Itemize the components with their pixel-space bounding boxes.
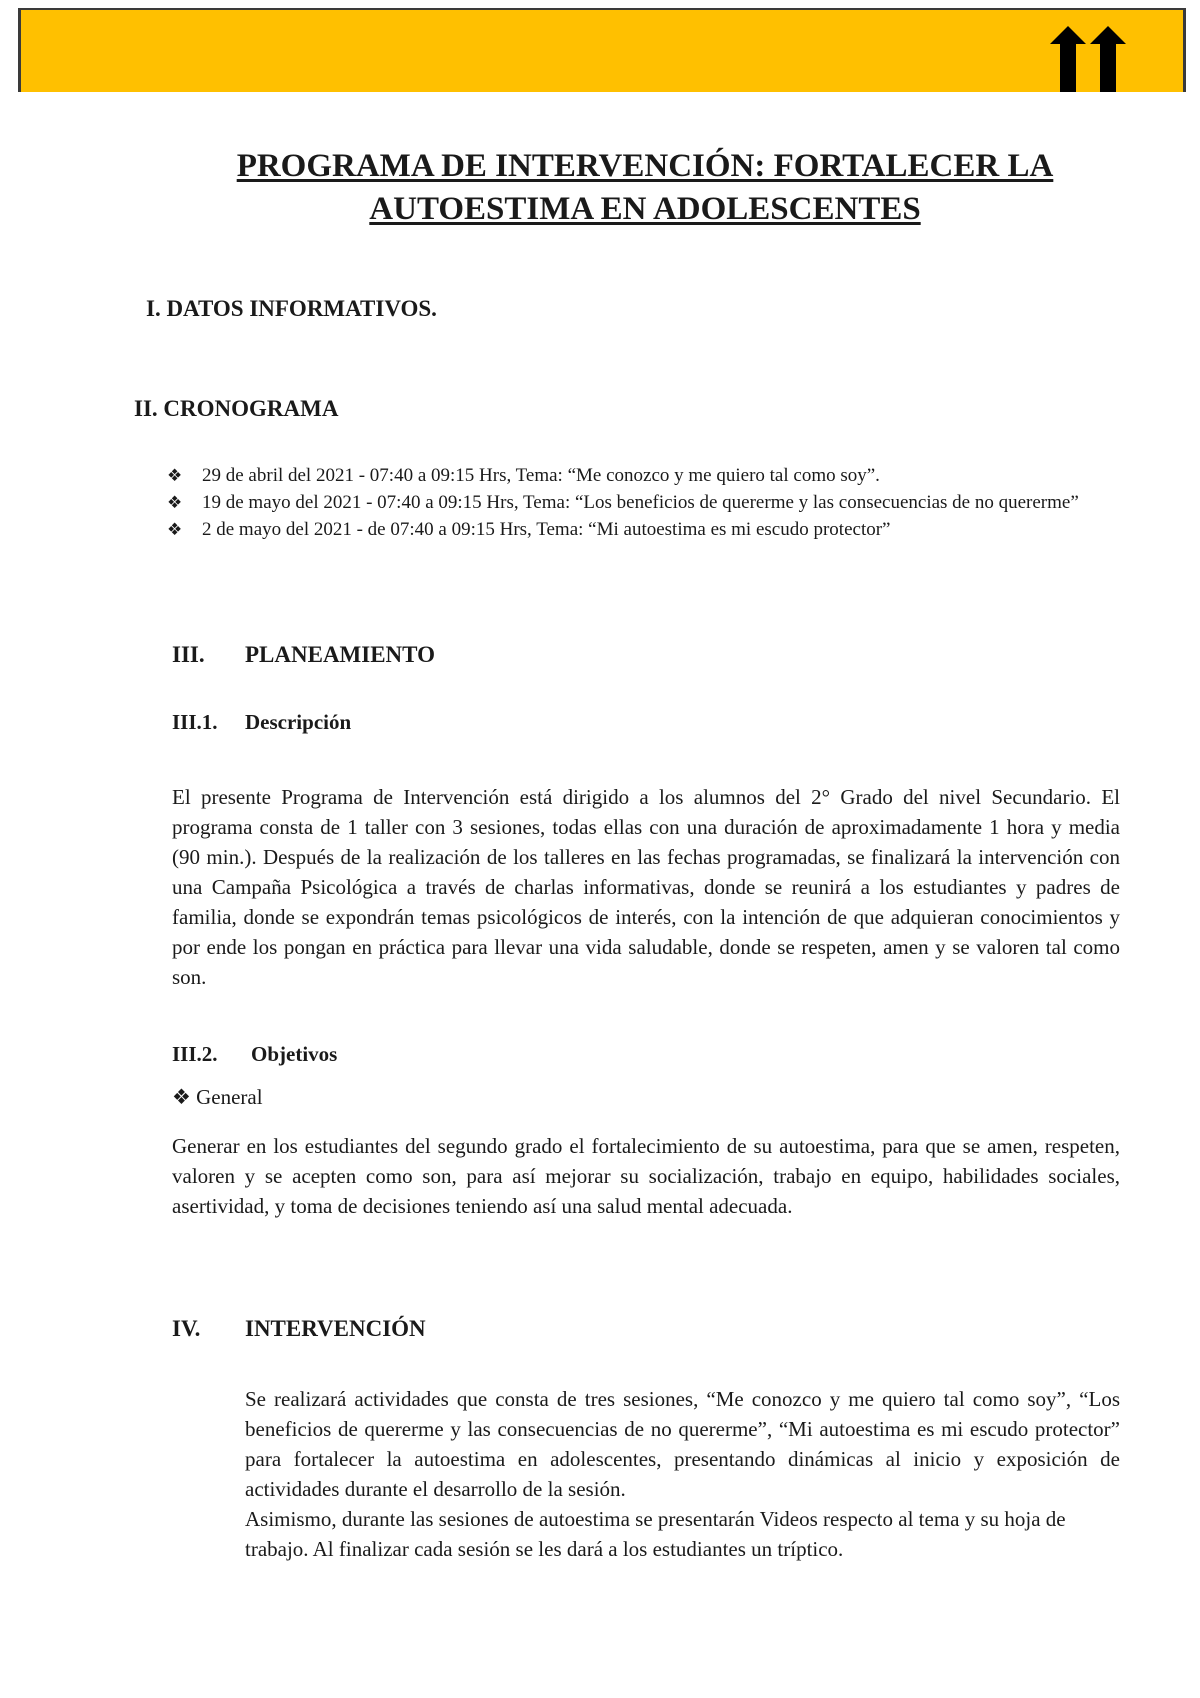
subsection-number: III.2. <box>172 1042 218 1066</box>
header-band <box>18 8 1186 92</box>
intervencion-paragraph-2: Asimismo, durante las sesiones de autoestima se presentarán Videos respecto al tema y su hoja de trabajo. Al finalizar cada sesión se les dará a los estudiantes un tríptico. <box>245 1507 1066 1561</box>
list-item: ❖ 19 de mayo del 2021 - 07:40 a 09:15 Hrs, Tema: “Los beneficios de quererme y las consecuencias de no quererme” <box>167 489 1117 516</box>
arrow-up-logo-icon <box>1050 22 1130 92</box>
list-item: ❖ 2 de mayo del 2021 - de 07:40 a 09:15 Hrs, Tema: “Mi autoestima es mi escudo protector” <box>167 516 1117 543</box>
objetivo-general-paragraph: Generar en los estudiantes del segundo grado el fortalecimiento de su autoestima, para que se amen, respeten, valoren y se acepten como son, para así mejorar su socialización, trabajo en equipo, habilidades sociales, asertividad, y toma de decisiones teniendo así una salud mental adecuada. <box>172 1134 1120 1218</box>
subsection-objetivos <box>172 1042 337 1067</box>
diamond-bullet-icon: ❖ <box>167 493 183 512</box>
subsection-descripcion <box>172 710 351 735</box>
intervencion-paragraph-1: Se realizará actividades que consta de tres sesiones, “Me conozco y me quiero tal como soy”, “Los beneficios de quererme y las consecuencias de no quererme”, “Mi autoestima es mi escudo protector” para fortalecer la autoestima en adolescentes, presentando dinámicas al inicio y exposición de actividades durante el desarrollo de la sesión. <box>245 1387 1120 1501</box>
cronograma-list <box>167 462 1117 543</box>
section-cronograma: II. CRONOGRAMA <box>134 396 339 421</box>
section-planeamiento <box>172 642 435 668</box>
objetivo-general-label: ❖ General <box>172 1085 263 1109</box>
descripcion-paragraph: El presente Programa de Intervención está dirigido a los alumnos del 2° Grado del nivel Secundario. El programa consta de 1 taller con 3 sesiones, todas ellas con una duración de aproximadamente 1 hora y media (90 min.). Después de la realización de los talleres en las fechas programadas, se finalizará la intervención con una Campaña Psicológica a través de charlas informativas, donde se reunirá a los estudiantes y padres de familia, donde se expondrán temas psicológicos de interés, con la intención de que adquieran conocimientos y por ende los pongan en práctica para llevar una vida saludable, donde se respeten, amen y se valoren tal como son. <box>172 785 1120 989</box>
subsection-number: III.1. <box>172 710 218 734</box>
section-label: PLANEAMIENTO <box>245 642 435 667</box>
document-title: PROGRAMA DE INTERVENCIÓN: FORTALECER LA AUTOESTIMA EN ADOLESCENTES <box>236 148 1054 227</box>
subsection-label: Objetivos <box>251 1042 338 1066</box>
diamond-bullet-icon: ❖ <box>167 520 183 539</box>
list-item: ❖ 29 de abril del 2021 - 07:40 a 09:15 Hrs, Tema: “Me conozco y me quiero tal como soy”. <box>167 462 1117 489</box>
section-intervencion <box>172 1316 426 1342</box>
section-datos-informativos: I. DATOS INFORMATIVOS. <box>146 296 437 321</box>
diamond-bullet-icon: ❖ <box>167 466 183 485</box>
section-number: III. <box>172 642 205 667</box>
section-number: IV. <box>172 1316 201 1341</box>
section-label: INTERVENCIÓN <box>245 1316 426 1341</box>
subsection-label: Descripción <box>245 710 352 734</box>
